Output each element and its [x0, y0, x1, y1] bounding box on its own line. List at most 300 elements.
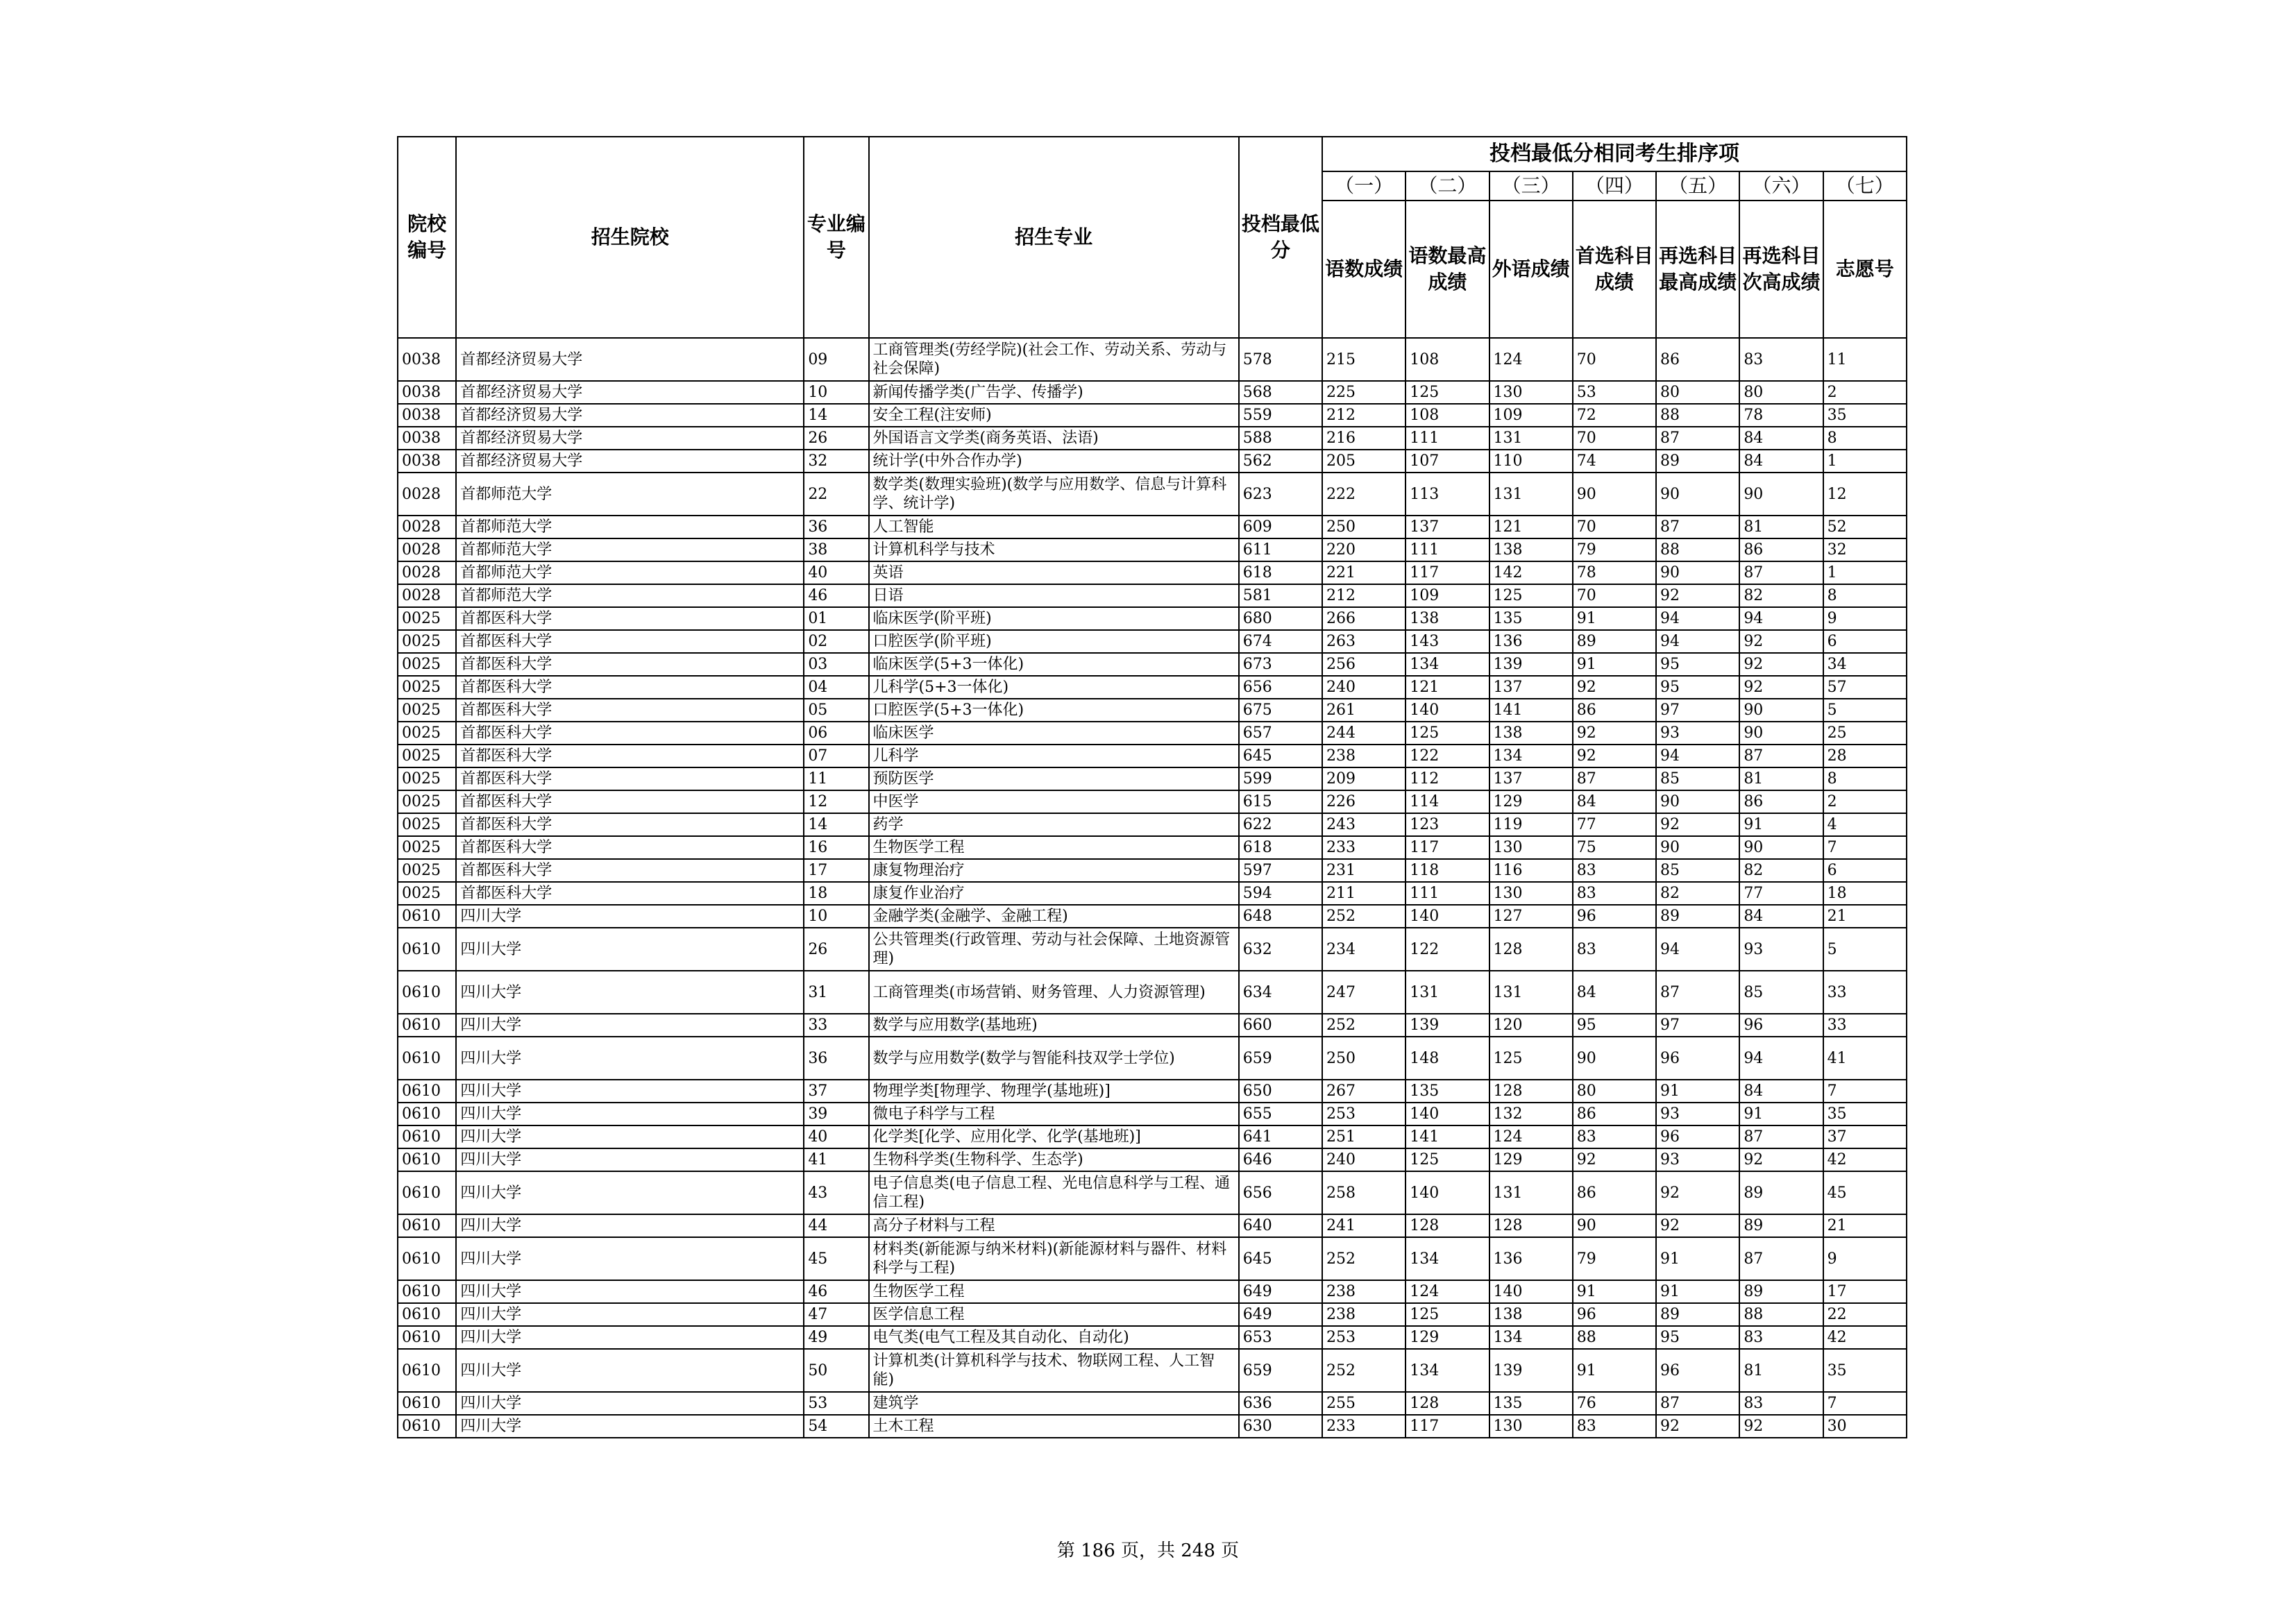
major-code-cell: 50: [804, 1349, 868, 1392]
chinese-math-cell: 261: [1322, 699, 1406, 722]
chinese-math-max-cell: 134: [1406, 1237, 1489, 1280]
first-subject-cell: 92: [1573, 722, 1656, 745]
preference-number-cell: 45: [1823, 1171, 1907, 1214]
school-name-cell: 四川大学: [456, 1148, 804, 1171]
preference-number-cell: 7: [1823, 1080, 1907, 1103]
min-score-cell: 656: [1239, 1171, 1322, 1214]
table-row: [398, 790, 1907, 813]
header-tiebreak-number: （四）: [1573, 171, 1656, 201]
table-row: [398, 561, 1907, 584]
elective-second-cell: 86: [1739, 538, 1823, 561]
elective-max-cell: 97: [1656, 699, 1739, 722]
elective-max-cell: 87: [1656, 1392, 1739, 1415]
major-name-cell: 康复物理治疗: [869, 859, 1239, 882]
min-score-cell: 680: [1239, 607, 1322, 630]
chinese-math-cell: 267: [1322, 1080, 1406, 1103]
chinese-math-cell: 255: [1322, 1392, 1406, 1415]
header-tiebreak-number: （二）: [1406, 171, 1489, 201]
table-row: [398, 1326, 1907, 1349]
chinese-math-cell: 233: [1322, 1415, 1406, 1438]
major-code-cell: 16: [804, 836, 868, 859]
first-subject-cell: 70: [1573, 584, 1656, 607]
min-score-cell: 559: [1239, 404, 1322, 427]
preference-number-cell: 9: [1823, 607, 1907, 630]
school-code-cell: 0025: [398, 767, 456, 790]
school-name-cell: 首都医科大学: [456, 607, 804, 630]
preference-number-cell: 8: [1823, 584, 1907, 607]
school-code-cell: 0028: [398, 516, 456, 538]
major-name-cell: 金融学类(金融学、金融工程): [869, 905, 1239, 928]
min-score-cell: 650: [1239, 1080, 1322, 1103]
chinese-math-cell: 256: [1322, 653, 1406, 676]
chinese-math-cell: 266: [1322, 607, 1406, 630]
major-name-cell: 公共管理类(行政管理、劳动与社会保障、土地资源管理): [869, 928, 1239, 971]
elective-second-cell: 91: [1739, 1103, 1823, 1125]
chinese-math-max-cell: 125: [1406, 722, 1489, 745]
min-score-cell: 646: [1239, 1148, 1322, 1171]
table-row: [398, 1392, 1907, 1415]
admission-score-table: [397, 136, 1907, 1438]
header-school-name: 招生院校: [456, 137, 804, 338]
elective-second-cell: 83: [1739, 338, 1823, 381]
table-row: [398, 381, 1907, 404]
foreign-language-cell: 120: [1489, 1014, 1573, 1037]
major-code-cell: 07: [804, 745, 868, 767]
foreign-language-cell: 138: [1489, 538, 1573, 561]
foreign-language-cell: 138: [1489, 1303, 1573, 1326]
preference-number-cell: 8: [1823, 427, 1907, 450]
major-name-cell: 电气类(电气工程及其自动化、自动化): [869, 1326, 1239, 1349]
chinese-math-cell: 238: [1322, 1280, 1406, 1303]
preference-number-cell: 21: [1823, 1214, 1907, 1237]
first-subject-cell: 83: [1573, 1125, 1656, 1148]
school-code-cell: 0025: [398, 836, 456, 859]
chinese-math-cell: 263: [1322, 630, 1406, 653]
school-code-cell: 0038: [398, 338, 456, 381]
min-score-cell: 618: [1239, 561, 1322, 584]
min-score-cell: 594: [1239, 882, 1322, 905]
school-code-cell: 0610: [398, 1392, 456, 1415]
header-major-code: 专业编号: [804, 137, 868, 338]
elective-second-cell: 96: [1739, 1014, 1823, 1037]
first-subject-cell: 89: [1573, 630, 1656, 653]
header-tiebreak-number: （五）: [1656, 171, 1739, 201]
first-subject-cell: 84: [1573, 790, 1656, 813]
table-row: [398, 928, 1907, 971]
first-subject-cell: 90: [1573, 1037, 1656, 1080]
header-elective-second: 再选科目次高成绩: [1739, 201, 1823, 338]
elective-second-cell: 91: [1739, 813, 1823, 836]
foreign-language-cell: 134: [1489, 745, 1573, 767]
chinese-math-max-cell: 134: [1406, 1349, 1489, 1392]
min-score-cell: 634: [1239, 971, 1322, 1014]
first-subject-cell: 70: [1573, 427, 1656, 450]
foreign-language-cell: 125: [1489, 584, 1573, 607]
first-subject-cell: 84: [1573, 971, 1656, 1014]
chinese-math-max-cell: 131: [1406, 971, 1489, 1014]
major-code-cell: 18: [804, 882, 868, 905]
table-row: [398, 630, 1907, 653]
first-subject-cell: 83: [1573, 928, 1656, 971]
elective-max-cell: 94: [1656, 745, 1739, 767]
major-code-cell: 37: [804, 1080, 868, 1103]
school-code-cell: 0610: [398, 1280, 456, 1303]
preference-number-cell: 5: [1823, 699, 1907, 722]
table-row: [398, 1303, 1907, 1326]
preference-number-cell: 42: [1823, 1148, 1907, 1171]
elective-max-cell: 90: [1656, 790, 1739, 813]
header-tiebreak-number: （七）: [1823, 171, 1907, 201]
elective-second-cell: 81: [1739, 516, 1823, 538]
header-school-code: 院校编号: [398, 137, 456, 338]
elective-max-cell: 92: [1656, 1171, 1739, 1214]
first-subject-cell: 96: [1573, 905, 1656, 928]
elective-max-cell: 89: [1656, 905, 1739, 928]
table-body: [398, 338, 1907, 1438]
school-name-cell: 四川大学: [456, 1103, 804, 1125]
major-name-cell: 微电子科学与工程: [869, 1103, 1239, 1125]
table-row: [398, 882, 1907, 905]
elective-second-cell: 89: [1739, 1214, 1823, 1237]
min-score-cell: 675: [1239, 699, 1322, 722]
school-code-cell: 0610: [398, 1037, 456, 1080]
foreign-language-cell: 110: [1489, 450, 1573, 473]
major-name-cell: 计算机类(计算机科学与技术、物联网工程、人工智能): [869, 1349, 1239, 1392]
preference-number-cell: 28: [1823, 745, 1907, 767]
school-name-cell: 首都师范大学: [456, 538, 804, 561]
table-row: [398, 1037, 1907, 1080]
foreign-language-cell: 130: [1489, 381, 1573, 404]
chinese-math-max-cell: 113: [1406, 473, 1489, 516]
foreign-language-cell: 140: [1489, 1280, 1573, 1303]
chinese-math-max-cell: 128: [1406, 1392, 1489, 1415]
chinese-math-max-cell: 125: [1406, 1148, 1489, 1171]
min-score-cell: 645: [1239, 1237, 1322, 1280]
table-row: [398, 1280, 1907, 1303]
chinese-math-max-cell: 143: [1406, 630, 1489, 653]
major-code-cell: 41: [804, 1148, 868, 1171]
major-name-cell: 生物科学类(生物科学、生态学): [869, 1148, 1239, 1171]
table-row: [398, 971, 1907, 1014]
major-name-cell: 人工智能: [869, 516, 1239, 538]
elective-max-cell: 92: [1656, 584, 1739, 607]
school-name-cell: 四川大学: [456, 1037, 804, 1080]
school-code-cell: 0038: [398, 404, 456, 427]
major-name-cell: 高分子材料与工程: [869, 1214, 1239, 1237]
foreign-language-cell: 129: [1489, 1148, 1573, 1171]
major-code-cell: 31: [804, 971, 868, 1014]
elective-max-cell: 88: [1656, 404, 1739, 427]
table-row: [398, 404, 1907, 427]
major-name-cell: 日语: [869, 584, 1239, 607]
elective-max-cell: 97: [1656, 1014, 1739, 1037]
major-code-cell: 40: [804, 1125, 868, 1148]
table-row: [398, 1171, 1907, 1214]
chinese-math-max-cell: 137: [1406, 516, 1489, 538]
elective-second-cell: 90: [1739, 722, 1823, 745]
elective-max-cell: 82: [1656, 882, 1739, 905]
school-name-cell: 首都医科大学: [456, 676, 804, 699]
min-score-cell: 645: [1239, 745, 1322, 767]
preference-number-cell: 33: [1823, 1014, 1907, 1037]
first-subject-cell: 77: [1573, 813, 1656, 836]
elective-max-cell: 86: [1656, 338, 1739, 381]
min-score-cell: 656: [1239, 676, 1322, 699]
table-row: [398, 813, 1907, 836]
school-code-cell: 0025: [398, 813, 456, 836]
first-subject-cell: 90: [1573, 473, 1656, 516]
preference-number-cell: 42: [1823, 1326, 1907, 1349]
header-tiebreak-number: （三）: [1489, 171, 1573, 201]
chinese-math-max-cell: 140: [1406, 1171, 1489, 1214]
min-score-cell: 622: [1239, 813, 1322, 836]
min-score-cell: 630: [1239, 1415, 1322, 1438]
elective-max-cell: 95: [1656, 1326, 1739, 1349]
school-code-cell: 0025: [398, 745, 456, 767]
table-row: [398, 1214, 1907, 1237]
preference-number-cell: 18: [1823, 882, 1907, 905]
school-code-cell: 0028: [398, 561, 456, 584]
foreign-language-cell: 130: [1489, 882, 1573, 905]
chinese-math-max-cell: 118: [1406, 859, 1489, 882]
major-code-cell: 05: [804, 699, 868, 722]
school-name-cell: 四川大学: [456, 905, 804, 928]
elective-second-cell: 82: [1739, 584, 1823, 607]
major-code-cell: 06: [804, 722, 868, 745]
school-name-cell: 四川大学: [456, 928, 804, 971]
school-name-cell: 首都医科大学: [456, 745, 804, 767]
table-row: [398, 722, 1907, 745]
chinese-math-max-cell: 111: [1406, 538, 1489, 561]
chinese-math-cell: 212: [1322, 584, 1406, 607]
foreign-language-cell: 121: [1489, 516, 1573, 538]
school-code-cell: 0038: [398, 427, 456, 450]
preference-number-cell: 57: [1823, 676, 1907, 699]
chinese-math-cell: 240: [1322, 1148, 1406, 1171]
elective-max-cell: 92: [1656, 1415, 1739, 1438]
elective-second-cell: 81: [1739, 1349, 1823, 1392]
chinese-math-cell: 247: [1322, 971, 1406, 1014]
major-code-cell: 22: [804, 473, 868, 516]
elective-second-cell: 89: [1739, 1171, 1823, 1214]
school-name-cell: 四川大学: [456, 1415, 804, 1438]
major-name-cell: 计算机科学与技术: [869, 538, 1239, 561]
elective-max-cell: 92: [1656, 813, 1739, 836]
min-score-cell: 648: [1239, 905, 1322, 928]
header-chinese-math-max: 语数最高成绩: [1406, 201, 1489, 338]
elective-max-cell: 95: [1656, 676, 1739, 699]
chinese-math-max-cell: 108: [1406, 338, 1489, 381]
first-subject-cell: 78: [1573, 561, 1656, 584]
first-subject-cell: 92: [1573, 676, 1656, 699]
elective-second-cell: 84: [1739, 1080, 1823, 1103]
min-score-cell: 581: [1239, 584, 1322, 607]
first-subject-cell: 91: [1573, 607, 1656, 630]
school-code-cell: 0610: [398, 1080, 456, 1103]
chinese-math-cell: 212: [1322, 404, 1406, 427]
major-code-cell: 36: [804, 1037, 868, 1080]
min-score-cell: 562: [1239, 450, 1322, 473]
chinese-math-cell: 243: [1322, 813, 1406, 836]
major-name-cell: 数学类(数理实验班)(数学与应用数学、信息与计算科学、统计学): [869, 473, 1239, 516]
school-code-cell: 0610: [398, 928, 456, 971]
school-code-cell: 0610: [398, 1237, 456, 1280]
first-subject-cell: 86: [1573, 1103, 1656, 1125]
major-name-cell: 预防医学: [869, 767, 1239, 790]
chinese-math-max-cell: 139: [1406, 1014, 1489, 1037]
major-code-cell: 10: [804, 381, 868, 404]
preference-number-cell: 35: [1823, 404, 1907, 427]
elective-max-cell: 87: [1656, 971, 1739, 1014]
major-name-cell: 临床医学(5+3一体化): [869, 653, 1239, 676]
preference-number-cell: 35: [1823, 1349, 1907, 1392]
major-code-cell: 12: [804, 790, 868, 813]
elective-second-cell: 87: [1739, 745, 1823, 767]
major-code-cell: 32: [804, 450, 868, 473]
elective-max-cell: 96: [1656, 1037, 1739, 1080]
table-row: [398, 1014, 1907, 1037]
first-subject-cell: 92: [1573, 1148, 1656, 1171]
preference-number-cell: 32: [1823, 538, 1907, 561]
school-name-cell: 首都医科大学: [456, 813, 804, 836]
major-code-cell: 03: [804, 653, 868, 676]
elective-max-cell: 96: [1656, 1125, 1739, 1148]
min-score-cell: 649: [1239, 1280, 1322, 1303]
chinese-math-cell: 250: [1322, 516, 1406, 538]
chinese-math-cell: 226: [1322, 790, 1406, 813]
chinese-math-cell: 222: [1322, 473, 1406, 516]
preference-number-cell: 34: [1823, 653, 1907, 676]
table-row: [398, 859, 1907, 882]
chinese-math-cell: 238: [1322, 1303, 1406, 1326]
preference-number-cell: 30: [1823, 1415, 1907, 1438]
chinese-math-max-cell: 140: [1406, 1103, 1489, 1125]
major-name-cell: 材料类(新能源与纳米材料)(新能源材料与器件、材料科学与工程): [869, 1237, 1239, 1280]
preference-number-cell: 25: [1823, 722, 1907, 745]
chinese-math-cell: 238: [1322, 745, 1406, 767]
table-row: [398, 516, 1907, 538]
header-first-subject-score: 首选科目成绩: [1573, 201, 1656, 338]
chinese-math-cell: 216: [1322, 427, 1406, 450]
elective-max-cell: 87: [1656, 427, 1739, 450]
foreign-language-cell: 128: [1489, 928, 1573, 971]
school-name-cell: 首都师范大学: [456, 584, 804, 607]
school-name-cell: 四川大学: [456, 1326, 804, 1349]
foreign-language-cell: 130: [1489, 836, 1573, 859]
school-name-cell: 四川大学: [456, 1171, 804, 1214]
header-foreign-language-score: 外语成绩: [1489, 201, 1573, 338]
school-code-cell: 0610: [398, 1014, 456, 1037]
preference-number-cell: 11: [1823, 338, 1907, 381]
major-code-cell: 43: [804, 1171, 868, 1214]
foreign-language-cell: 141: [1489, 699, 1573, 722]
major-code-cell: 26: [804, 427, 868, 450]
chinese-math-cell: 234: [1322, 928, 1406, 971]
elective-second-cell: 77: [1739, 882, 1823, 905]
school-name-cell: 四川大学: [456, 1014, 804, 1037]
school-code-cell: 0025: [398, 882, 456, 905]
school-code-cell: 0610: [398, 1171, 456, 1214]
major-code-cell: 02: [804, 630, 868, 653]
first-subject-cell: 91: [1573, 1349, 1656, 1392]
chinese-math-max-cell: 111: [1406, 427, 1489, 450]
min-score-cell: 578: [1239, 338, 1322, 381]
school-name-cell: 首都医科大学: [456, 882, 804, 905]
min-score-cell: 653: [1239, 1326, 1322, 1349]
min-score-cell: 632: [1239, 928, 1322, 971]
school-name-cell: 首都经济贸易大学: [456, 338, 804, 381]
preference-number-cell: 35: [1823, 1103, 1907, 1125]
elective-max-cell: 90: [1656, 561, 1739, 584]
first-subject-cell: 83: [1573, 859, 1656, 882]
major-code-cell: 40: [804, 561, 868, 584]
school-name-cell: 首都经济贸易大学: [456, 427, 804, 450]
table-row: [398, 1148, 1907, 1171]
elective-max-cell: 91: [1656, 1280, 1739, 1303]
chinese-math-max-cell: 122: [1406, 745, 1489, 767]
major-code-cell: 46: [804, 1280, 868, 1303]
major-code-cell: 11: [804, 767, 868, 790]
school-name-cell: 四川大学: [456, 971, 804, 1014]
elective-max-cell: 80: [1656, 381, 1739, 404]
school-name-cell: 四川大学: [456, 1125, 804, 1148]
major-name-cell: 数学与应用数学(数学与智能科技双学士学位): [869, 1037, 1239, 1080]
elective-second-cell: 88: [1739, 1303, 1823, 1326]
foreign-language-cell: 135: [1489, 1392, 1573, 1415]
header-min-score: 投档最低分: [1239, 137, 1322, 338]
major-name-cell: 物理学类[物理学、物理学(基地班)]: [869, 1080, 1239, 1103]
school-code-cell: 0028: [398, 473, 456, 516]
page-footer: 第 186 页，共 248 页: [1056, 1540, 1240, 1561]
first-subject-cell: 72: [1573, 404, 1656, 427]
first-subject-cell: 86: [1573, 1171, 1656, 1214]
school-code-cell: 0025: [398, 676, 456, 699]
chinese-math-cell: 225: [1322, 381, 1406, 404]
first-subject-cell: 87: [1573, 767, 1656, 790]
major-name-cell: 统计学(中外合作办学): [869, 450, 1239, 473]
first-subject-cell: 79: [1573, 538, 1656, 561]
foreign-language-cell: 136: [1489, 1237, 1573, 1280]
elective-max-cell: 94: [1656, 607, 1739, 630]
chinese-math-max-cell: 114: [1406, 790, 1489, 813]
elective-second-cell: 87: [1739, 1237, 1823, 1280]
min-score-cell: 588: [1239, 427, 1322, 450]
foreign-language-cell: 136: [1489, 630, 1573, 653]
elective-max-cell: 94: [1656, 630, 1739, 653]
first-subject-cell: 96: [1573, 1303, 1656, 1326]
preference-number-cell: 41: [1823, 1037, 1907, 1080]
major-code-cell: 53: [804, 1392, 868, 1415]
min-score-cell: 599: [1239, 767, 1322, 790]
chinese-math-max-cell: 125: [1406, 381, 1489, 404]
school-name-cell: 首都师范大学: [456, 473, 804, 516]
table-row: [398, 653, 1907, 676]
school-name-cell: 首都师范大学: [456, 516, 804, 538]
chinese-math-cell: 252: [1322, 905, 1406, 928]
preference-number-cell: 2: [1823, 381, 1907, 404]
major-code-cell: 39: [804, 1103, 868, 1125]
header-tiebreak-number: （一）: [1322, 171, 1406, 201]
min-score-cell: 609: [1239, 516, 1322, 538]
chinese-math-max-cell: 121: [1406, 676, 1489, 699]
first-subject-cell: 83: [1573, 882, 1656, 905]
min-score-cell: 659: [1239, 1037, 1322, 1080]
elective-second-cell: 78: [1739, 404, 1823, 427]
elective-second-cell: 90: [1739, 836, 1823, 859]
major-name-cell: 医学信息工程: [869, 1303, 1239, 1326]
preference-number-cell: 7: [1823, 1392, 1907, 1415]
elective-second-cell: 90: [1739, 699, 1823, 722]
